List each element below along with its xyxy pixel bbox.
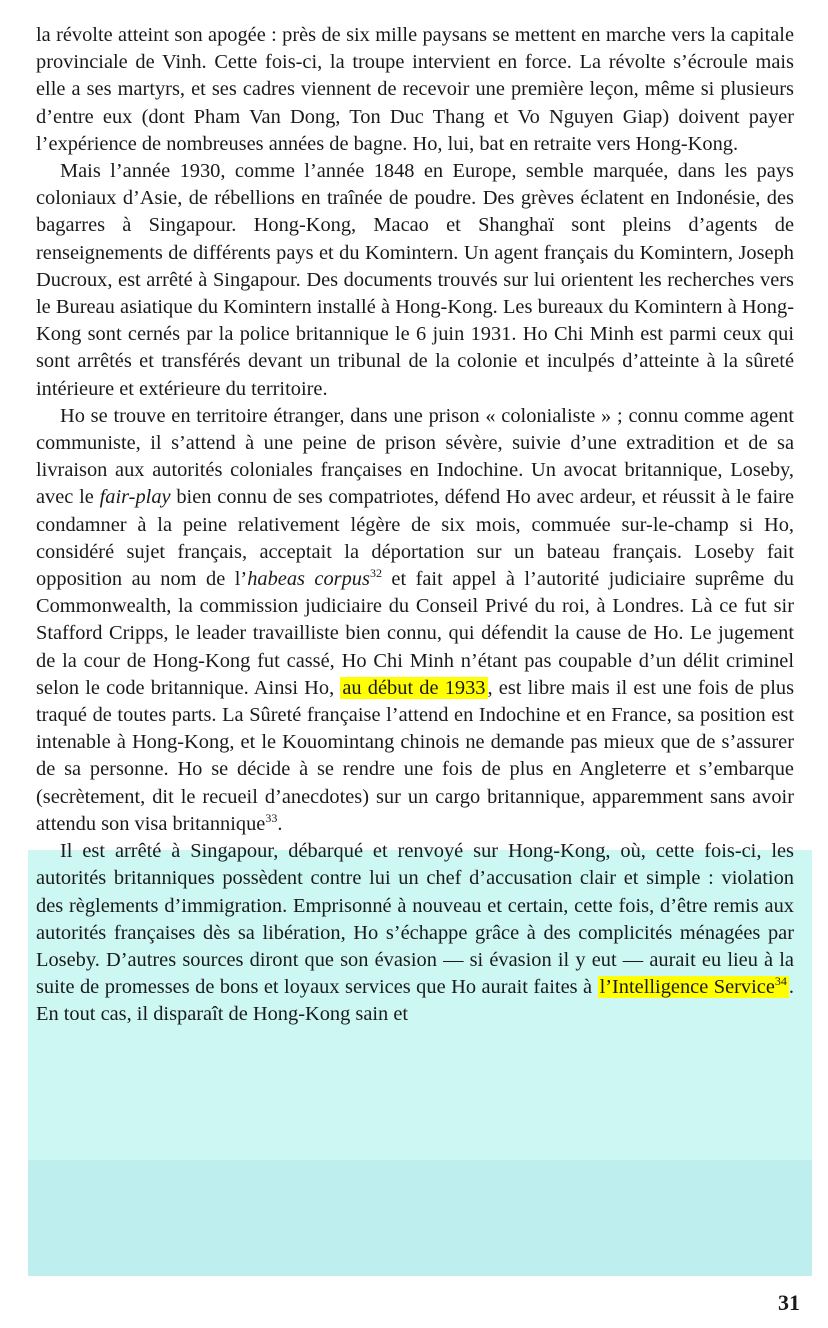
- italic-fair-play: fair-play: [99, 486, 171, 509]
- paragraph-4: [36, 838, 794, 1028]
- footnote-ref-34: 34: [774, 974, 787, 989]
- cyan-highlight-region-lower: [28, 1160, 812, 1276]
- italic-habeas-corpus: habeas corpus: [247, 568, 370, 591]
- paragraph-1: [36, 22, 794, 158]
- paragraph-2: [36, 158, 794, 403]
- footnote-ref-32: 32: [369, 566, 382, 581]
- highlighted-term: l’Intelligence Service: [599, 976, 775, 999]
- page-number: 31: [778, 1290, 800, 1315]
- footnote-ref-33: 33: [265, 811, 278, 826]
- paragraph-3: [36, 403, 794, 838]
- text-run: . En tout cas, il disparaît de Hong-Kong sain et: [36, 976, 794, 1026]
- body-text: [36, 22, 794, 1029]
- highlighted-date: au début de 1933: [342, 676, 486, 699]
- text-run: la révolte atteint son apogée : près de six mille paysans se mettent en marche vers la capitale provinciale de Vinh. Cette fois-ci, la troupe intervient en force. La révolte s’écroule mais elle a ses martyrs, et ses cadres viennent de recevoir une première leçon, même si plusieurs d’entre eux (dont Pham Van Dong, Ton Duc Thang et Vo Nguyen Giap) doivent payer l’expérience de nombreuses années de bagne. Ho, lui, bat en retraite vers Hong-Kong.: [36, 24, 794, 155]
- text-run: , est libre mais il est une fois de plus traqué de toutes parts. La Sûreté française l’attend en Indochine et en France, sa position est intenable à Hong-Kong, et le Kouomintang chinois ne demande pas mieux que de s’assurer de sa personne. Ho se décide à se rendre une fois de plus en Angleterre et s’embarque (secrètement, dit le recueil d’anecdotes) sur un cargo britannique, apparemment sans avoir attendu son visa britannique: [36, 676, 794, 835]
- text-run: et fait appel à l’autorité judiciaire suprême du Commonwealth, la commission judiciaire du Conseil Privé du roi, à Londres. Là ce fut sir Stafford Cripps, le leader travailliste bien connu, qui défendit la cause de Ho. Le jugement de la cour de Hong-Kong fut cassé, Ho Chi Minh n’étant pas coupable d’un délit criminel selon le code britannique. Ainsi Ho,: [36, 568, 794, 699]
- text-run: Ho se trouve en territoire étranger, dans une prison « colonialiste » ; connu comme agent communiste, il s’attend à une peine de prison sévère, suivie d’une extradition et de sa livraison aux autorités coloniales françaises en Indochine. Un avocat britannique, Loseby, avec le: [36, 404, 794, 509]
- highlighted-intelligence-service: [598, 976, 789, 998]
- text-run: Il est arrêté à Singapour, débarqué et renvoyé sur Hong-Kong, où, cette fois-ci, les autorités britanniques possèdent contre lui un chef d’accusation clair et simple : violation des règlements d’immigration. Emprisonné à nouveau et certain, cette fois, d’être remis aux autorités françaises dès sa libération, Ho s’échappe grâce à des complicités ménagées par Loseby. D’autres sources diront que son évasion — si évasion il y eut — aurait eu lieu à la suite de promesses de bons et loyaux services que Ho aurait faites à: [36, 840, 794, 999]
- text-run: .: [277, 812, 283, 835]
- text-run: bien connu de ses compatriotes, défend Ho avec ardeur, et réussit à le faire condamner à la peine relativement légère de six mois, commuée sur-le-champ si Ho, considéré sujet français, acceptait la déportation sur un bateau français. Loseby fait opposition au nom de l’: [36, 486, 794, 591]
- text-run: Mais l’année 1930, comme l’année 1848 en Europe, semble marquée, dans les pays coloniaux d’Asie, de rébellions en traînée de poudre. Des grèves éclatent en Indonésie, des bagarres à Singapour. Hong-Kong, Macao et Shanghaï sont pleins d’agents de renseignements de différents pays et du Komintern. Un agent français du Komintern, Joseph Ducroux, est arrêté à Singapour. Des documents trouvés sur lui orientent les recherches vers le Bureau asiatique du Komintern installé à Hong-Kong. Les bureaux du Komintern à Hong-Kong sont cernés par la police britannique le 6 juin 1931. Ho Chi Minh est parmi ceux qui sont arrêtés et transférés devant un tribunal de la colonie et inculpés d’atteinte à la sûreté intérieure et extérieure du territoire.: [36, 160, 794, 400]
